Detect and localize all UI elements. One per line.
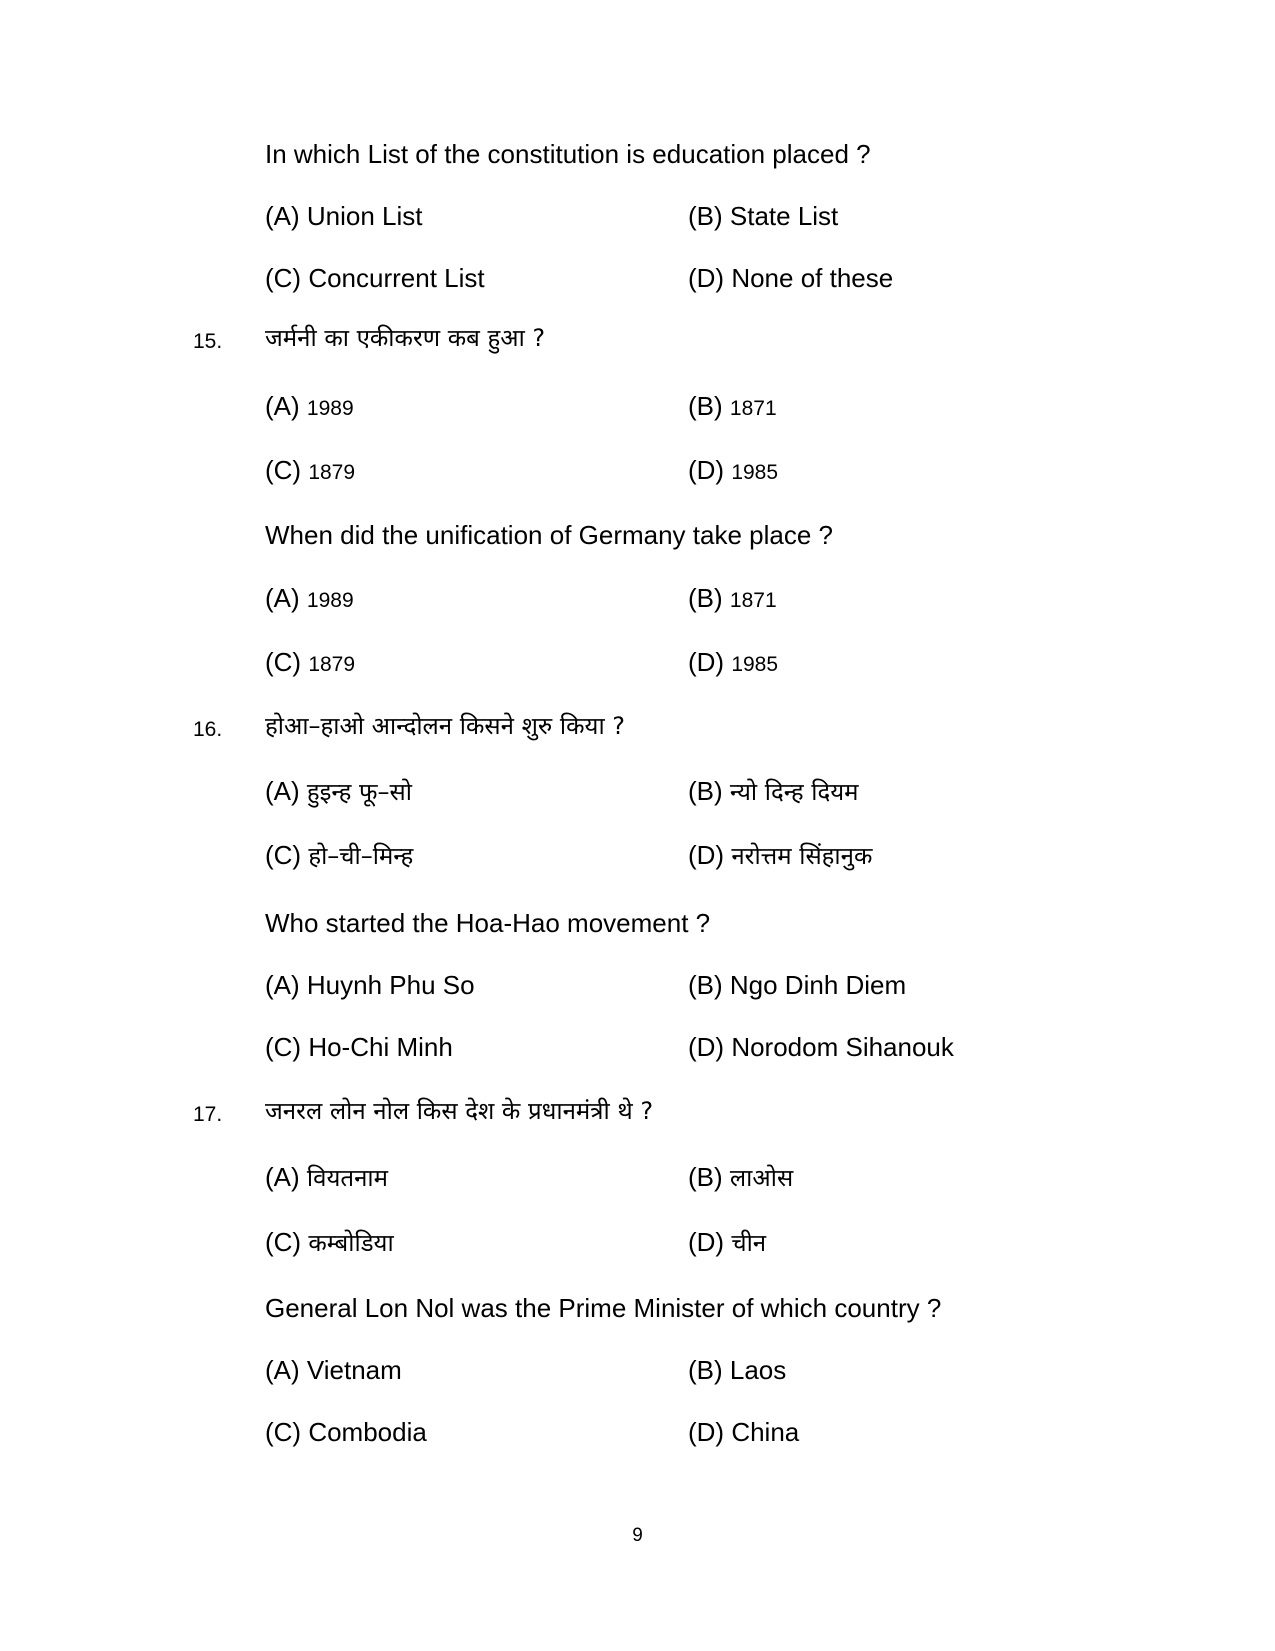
q14-option-d-en: (D) None of these [688,263,894,293]
q17-option-a-hi: (A) वियतनाम [265,1162,388,1192]
q17-option-b-en: (B) Laos [688,1355,787,1385]
q15-number: 15. [193,330,223,353]
q15-question-en: When did the unification of Germany take place ? [265,520,833,550]
q14-question-en: In which List of the constitution is education placed ? [265,139,871,169]
q16-option-a-hi: (A) हुइन्ह फू–सो [265,776,412,806]
q16-option-b-en: (B) Ngo Dinh Diem [688,970,907,1000]
q17-option-b-hi: (B) लाओस [688,1162,794,1192]
q14-option-c-en: (C) Concurrent List [265,263,485,293]
q15-option-a-en: (A) 1989 [265,583,354,613]
q17-option-d-hi: (D) चीन [688,1227,767,1257]
q15-option-d-hi: (D) 1985 [688,455,779,485]
q16-option-d-hi: (D) नरोत्तम सिंहानुक [688,840,873,870]
q17-number: 17. [193,1103,223,1126]
q16-option-c-en: (C) Ho-Chi Minh [265,1032,453,1062]
q15-option-c-hi: (C) 1879 [265,455,356,485]
q17-question-hi: जनरल लोन नोल किस देश के प्रधानमंत्री थे ? [265,1097,654,1125]
q16-option-a-en: (A) Huynh Phu So [265,970,475,1000]
q17-option-a-en: (A) Vietnam [265,1355,402,1385]
q16-question-en: Who started the Hoa-Hao movement ? [265,908,711,938]
q17-option-d-en: (D) China [688,1417,800,1447]
q15-option-a-hi: (A) 1989 [265,391,354,421]
q15-option-b-en: (B) 1871 [688,583,777,613]
q15-option-c-en: (C) 1879 [265,647,356,677]
q15-option-d-en: (D) 1985 [688,647,779,677]
q15-question-hi: जर्मनी का एकीकरण कब हुआ ? [265,324,546,352]
q16-option-d-en: (D) Norodom Sihanouk [688,1032,954,1062]
q16-number: 16. [193,718,223,741]
q16-question-hi: होआ–हाओ आन्दोलन किसने शुरु किया ? [265,712,626,740]
q17-question-en: General Lon Nol was the Prime Minister of which country ? [265,1293,942,1323]
q17-option-c-en: (C) Combodia [265,1417,427,1447]
q16-option-b-hi: (B) न्यो दिन्ह दियम [688,776,859,806]
page-number: 9 [632,1525,643,1546]
q14-option-a-en: (A) Union List [265,201,423,231]
q17-option-c-hi: (C) कम्बोडिया [265,1227,394,1257]
q16-option-c-hi: (C) हो–ची–मिन्ह [265,840,414,870]
q14-option-b-en: (B) State List [688,201,839,231]
q15-option-b-hi: (B) 1871 [688,391,777,421]
